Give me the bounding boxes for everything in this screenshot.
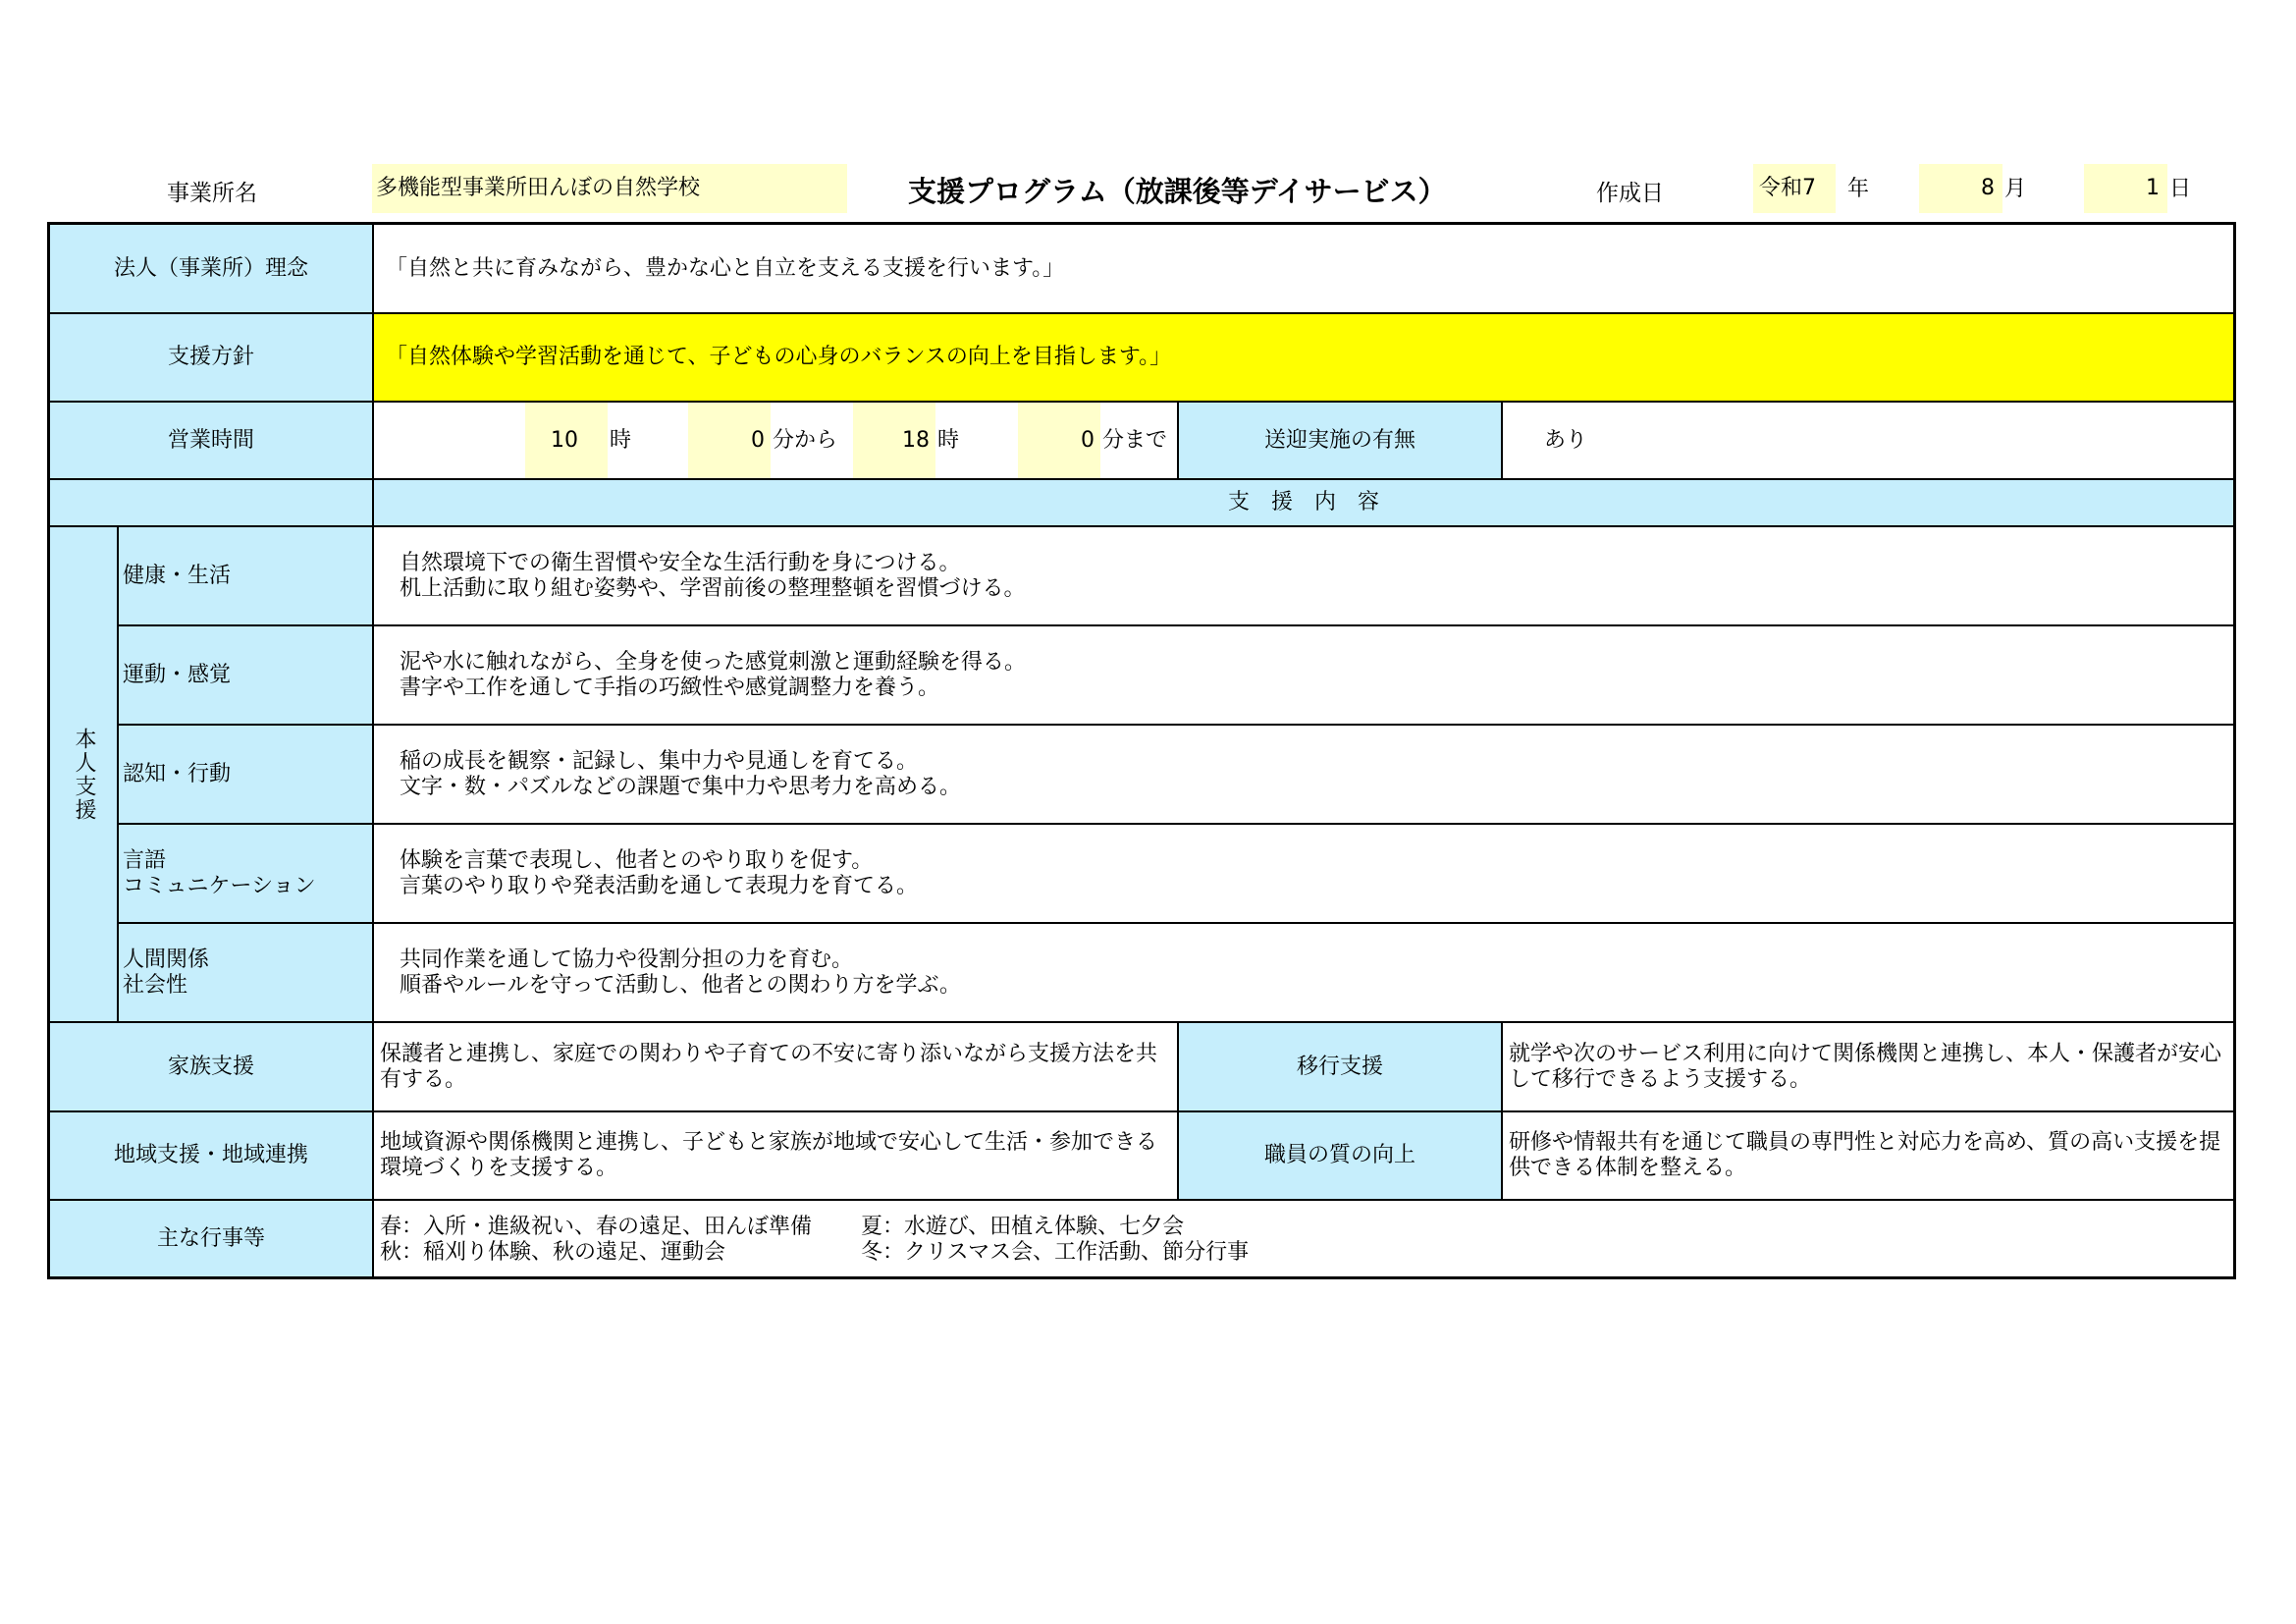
content-cognition-behavior[interactable]: 稲の成長を観察・記録し、集中力や見通しを育てる。 文字・数・パズルなどの課題で集中力や思考力を高める。 — [374, 726, 2233, 825]
day-value: 1 — [2146, 176, 2160, 200]
philosophy-text-cell[interactable] — [374, 225, 2233, 314]
from-unit: 分から — [773, 427, 838, 453]
month-unit: 月 — [2004, 177, 2027, 201]
policy-text-cell[interactable] — [374, 314, 2233, 403]
category-language-communication: 言語 コミュニケーション — [119, 825, 374, 924]
end-hour-field[interactable]: 18 — [853, 403, 935, 478]
day-unit: 日 — [2169, 177, 2192, 201]
transition-support-content[interactable]: 就学や次のサービス利用に向けて関係機関と連携し、本人・保護者が安心して移行できるよう支援する。 — [1503, 1023, 2233, 1112]
policy-label: 支援方針 — [50, 314, 374, 403]
events-spring: 春：入所・進級祝い、春の遠足、田んぼ準備 — [380, 1215, 813, 1239]
individual-support-label: 本人支援 — [50, 527, 119, 1023]
support-program-table — [47, 222, 2236, 1279]
office-name-field[interactable] — [372, 164, 847, 213]
events-autumn: 秋：稲刈り体験、秋の遠足、運動会 — [380, 1240, 726, 1265]
community-support-content[interactable]: 地域資源や関係機関と連携し、子どもと家族が地域で安心して生活・参加できる環境づくりを支援する。 — [374, 1112, 1179, 1201]
events-winter: 冬：クリスマス会、工作活動、節分行事 — [861, 1240, 1250, 1265]
end-hour-unit: 時 — [937, 427, 960, 453]
content-health-life[interactable]: 自然環境下での衛生習慣や安全な生活行動を身につける。 机上活動に取り組む姿勢や、学習前後の整理整頓を習慣づける。 — [374, 527, 2233, 626]
office-name-label: 事業所名 — [167, 181, 257, 206]
content-language-communication[interactable]: 体験を言葉で表現し、他者とのやり取りを促す。 言葉のやり取りや発表活動を通して表現力を育てる。 — [374, 825, 2233, 924]
year-unit: 年 — [1847, 177, 1870, 201]
page-title: 支援プログラム（放課後等デイサービス） — [908, 175, 1447, 208]
category-relationships-social: 人間関係 社会性 — [119, 924, 374, 1023]
creation-date-label: 作成日 — [1596, 181, 1664, 206]
transition-support-label: 移行支援 — [1179, 1023, 1503, 1112]
family-support-label: 家族支援 — [50, 1023, 374, 1112]
philosophy-label: 法人（事業所）理念 — [50, 225, 374, 314]
era-year-value: 令和7 — [1759, 176, 1816, 200]
transport-value-cell[interactable] — [1503, 403, 2233, 480]
family-support-content[interactable]: 保護者と連携し、家庭での関わりや子育ての不安に寄り添いながら支援方法を共有する。 — [374, 1023, 1179, 1112]
start-hour-field[interactable]: 10 — [525, 403, 608, 478]
month-value: 8 — [1981, 176, 1995, 200]
events-content[interactable] — [374, 1201, 2233, 1276]
policy-text: 「自然体験や学習活動を通じて、子どもの心身のバランスの向上を目指します。」 — [386, 345, 1172, 369]
staff-quality-label: 職員の質の向上 — [1179, 1112, 1503, 1201]
events-label: 主な行事等 — [50, 1201, 374, 1276]
content-motor-sensory[interactable]: 泥や水に触れながら、全身を使った感覚刺激と運動経験を得る。 書字や工作を通して手指の巧緻性や感覚調整力を養う。 — [374, 626, 2233, 726]
start-minute-field[interactable]: 0 — [688, 403, 771, 478]
category-cognition-behavior: 認知・行動 — [119, 726, 374, 825]
month-field[interactable] — [1919, 164, 2002, 213]
office-name-value: 多機能型事業所田んぼの自然学校 — [376, 176, 701, 200]
until-unit: 分まで — [1102, 427, 1168, 453]
start-hour-unit: 時 — [610, 427, 632, 453]
era-year-field[interactable] — [1753, 164, 1836, 213]
events-summer: 夏：水遊び、田植え体験、七夕会 — [861, 1215, 1185, 1239]
business-hours-cell — [374, 403, 1179, 480]
content-relationships-social[interactable]: 共同作業を通して協力や役割分担の力を育む。 順番やルールを守って活動し、他者との関わり方を学ぶ。 — [374, 924, 2233, 1023]
community-support-label: 地域支援・地域連携 — [50, 1112, 374, 1201]
category-health-life: 健康・生活 — [119, 527, 374, 626]
end-minute-field[interactable]: 0 — [1018, 403, 1100, 478]
transport-value: あり — [1544, 427, 1588, 453]
business-hours-label: 営業時間 — [50, 403, 374, 480]
support-content-header: 支 援 内 容 — [374, 480, 2233, 527]
transport-label: 送迎実施の有無 — [1179, 403, 1503, 480]
day-field[interactable] — [2084, 164, 2167, 213]
category-motor-sensory: 運動・感覚 — [119, 626, 374, 726]
philosophy-text: 「自然と共に育みながら、豊かな心と自立を支える支援を行います。」 — [386, 255, 1065, 281]
support-header-blank — [50, 480, 374, 527]
staff-quality-content[interactable]: 研修や情報共有を通じて職員の専門性と対応力を高め、質の高い支援を提供できる体制を整える。 — [1503, 1112, 2233, 1201]
